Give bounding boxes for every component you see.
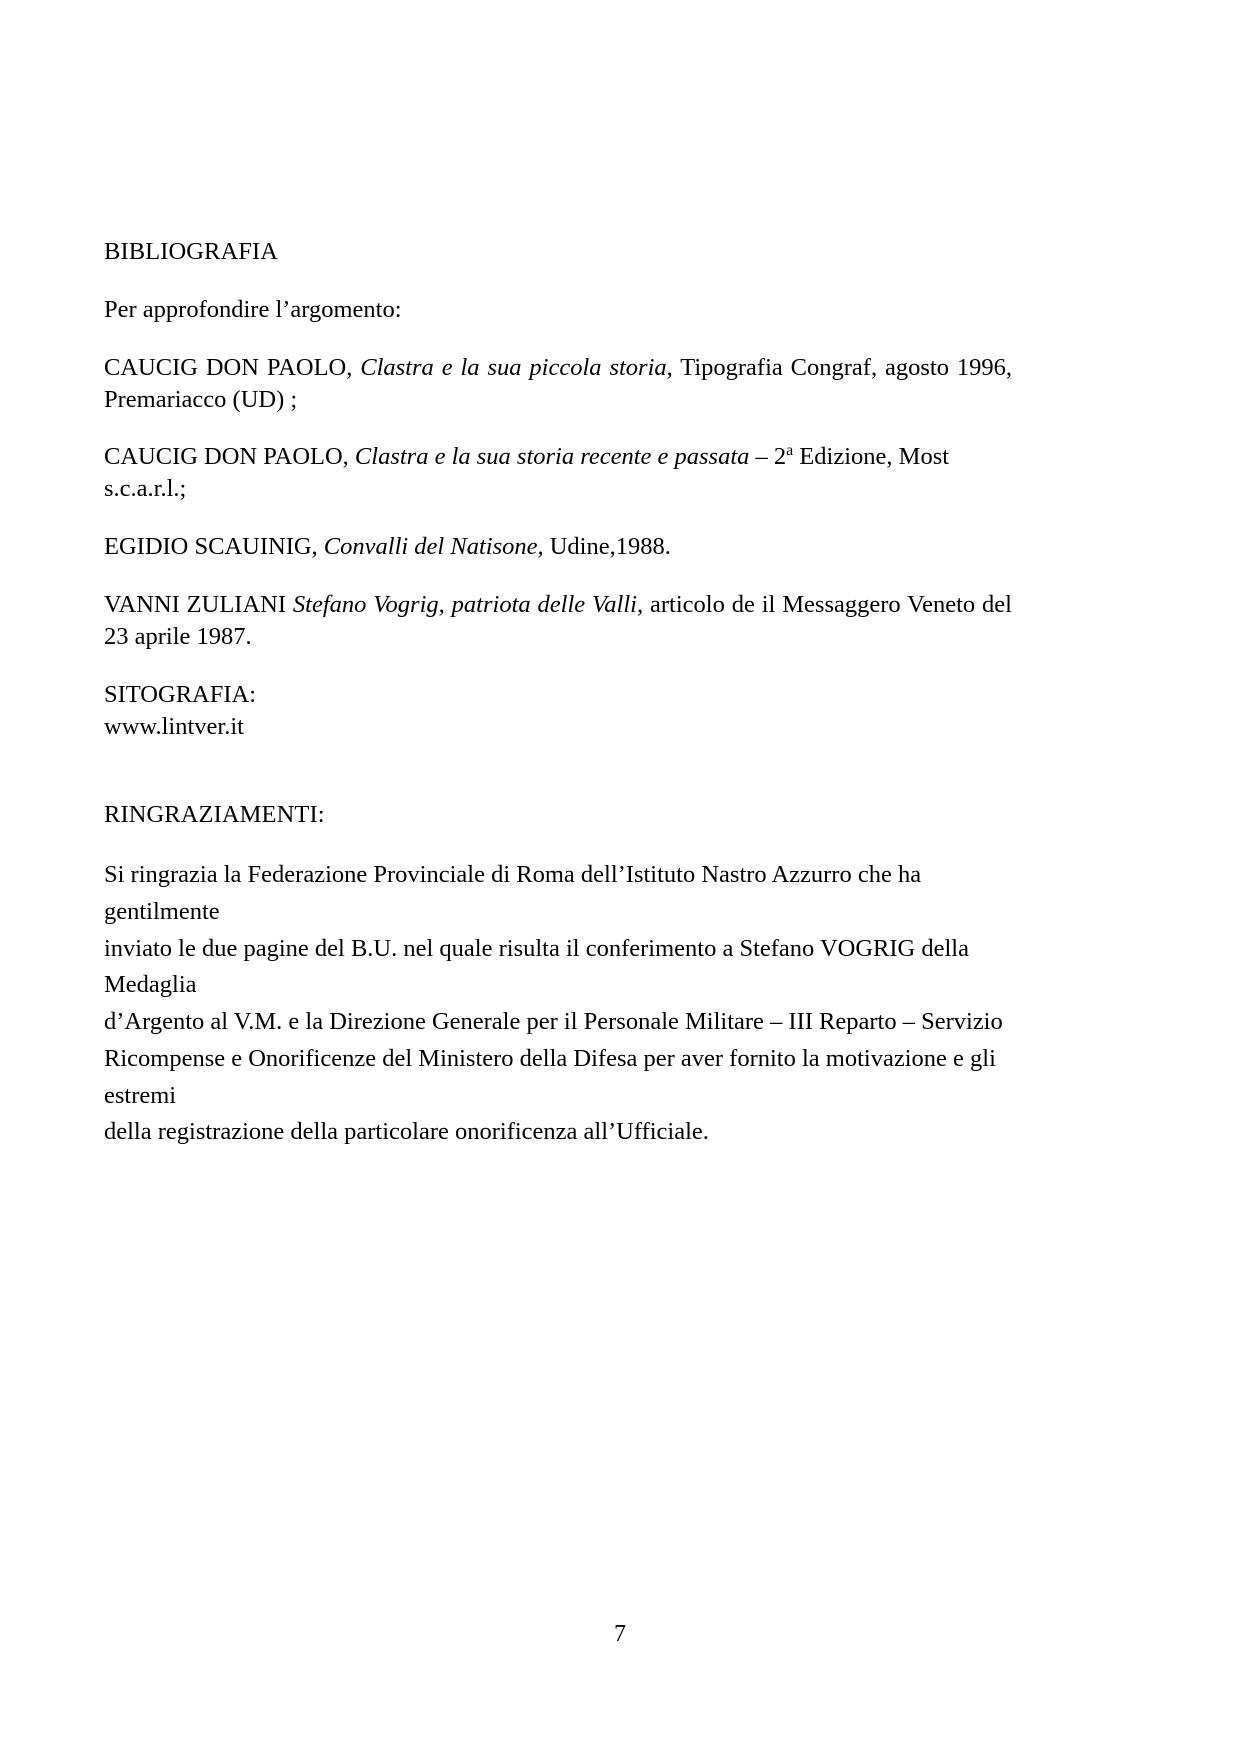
entry-3-author: EGIDIO SCAUINIG, [104, 533, 324, 561]
acknowledgements-line: Si ringrazia la Federazione Provinciale di Roma dell’Istituto Nastro Azzurro che ha gentilmente [104, 861, 922, 925]
entry-2-ordinal-superscript: a [786, 442, 794, 460]
entry-2-author: CAUCIG DON PAOLO, [104, 443, 355, 471]
entry-2-edition-prefix: – 2 [749, 443, 787, 471]
entry-4-title: Stefano Vogrig, patriota delle Valli [292, 590, 637, 618]
acknowledgements-heading: RINGRAZIAMENTI: [104, 801, 325, 829]
spacer [104, 743, 1012, 799]
spacer [104, 563, 1012, 589]
entry-3-title: Convalli del Natisone, [323, 533, 544, 561]
page-content [104, 236, 1012, 1151]
page-number: 7 [614, 1621, 626, 1647]
spacer [104, 326, 1012, 352]
bibliography-entry-3 [104, 531, 1012, 563]
sitography-url[interactable]: www.lintver.it [104, 712, 244, 740]
entry-4-author: VANNI ZULIANI [104, 590, 293, 618]
entry-2-publication: Edizione, Most s.c.a.r.l.; [104, 443, 950, 503]
acknowledgements-line: della registrazione della particolare onorificenza all’Ufficiale. [104, 1118, 709, 1146]
entry-1-title: Clastra e la sua piccola storia [360, 353, 667, 381]
bibliography-entry-1 [104, 352, 1012, 416]
entry-1-author: CAUCIG DON PAOLO, [104, 353, 361, 381]
bibliography-intro: Per approfondire l’argomento: [104, 295, 402, 323]
entry-4-publication: , articolo de il Messaggero Veneto del 23 aprile 1987. [104, 590, 1012, 650]
entry-3-publication: Udine,1988. [543, 533, 671, 561]
spacer [104, 505, 1012, 531]
spacer [104, 653, 1012, 679]
entry-1-publication: , Tipografia Congraf, agosto 1996, Premariacco (UD) ; [104, 353, 1012, 413]
acknowledgements-line: inviato le due pagine del B.U. nel quale risulta il conferimento a Stefano VOGRIG della Medaglia [104, 934, 969, 999]
acknowledgements-line: Ricompense e Onorificenze del Ministero della Difesa per aver fornito la motivazione e gli estremi [104, 1044, 996, 1109]
spacer [104, 831, 1012, 857]
bibliography-entry-2 [104, 441, 1012, 505]
acknowledgements-line: d’Argento al V.M. e la Direzione Generale per il Personale Militare – III Reparto – Servizio [104, 1008, 1003, 1036]
bibliography-heading: BIBLIOGRAFIA [104, 238, 279, 265]
sitography-heading: SITOGRAFIA: [104, 680, 257, 708]
spacer [104, 268, 1012, 294]
spacer [104, 415, 1012, 441]
entry-2-title: Clastra e la sua storia recente e passata [354, 443, 750, 471]
bibliography-entry-4 [104, 589, 1012, 653]
